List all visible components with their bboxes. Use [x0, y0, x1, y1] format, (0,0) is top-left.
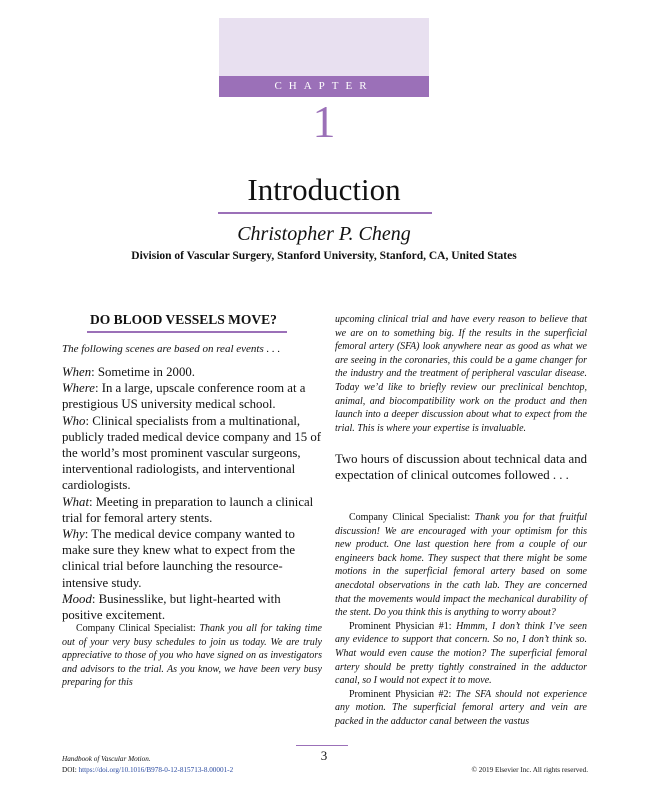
page-number: 3: [320, 748, 328, 763]
section-divider: [87, 331, 287, 333]
title-divider: [218, 212, 432, 214]
intro-line: The following scenes are based on real events . . .: [62, 343, 281, 355]
author-affiliation: Division of Vascular Surgery, Stanford University, Stanford, CA, United States: [131, 250, 517, 262]
scene-when: When: Sometime in 2000.: [62, 365, 195, 379]
dialogue-paragraph: Prominent Physician #1: Hmmm, I don’t think I’ve seen any evidence to support that concern. So no, I don’t think so. What would even cause the motion? The superficial femoral artery should be pretty tightly constrained in the adductor canal, so I would not expect it to move.: [335, 620, 587, 687]
scene-mood: Mood: Businesslike, but light-hearted with positive excitement.: [62, 591, 281, 623]
chapter-title: Introduction: [247, 172, 401, 207]
copyright: © 2019 Elsevier Inc. All rights reserved.: [471, 766, 588, 774]
scene-who: Who: Clinical specialists from a multinational, publicly traded medical device company and 15 of the world’s most prominent vascular surgeons, interventional radiologists, and interventional cardiologists.: [62, 413, 322, 493]
chapter-band: [219, 18, 429, 76]
chapter-label: CHAPTER: [219, 76, 429, 97]
scene-what: What: Meeting in preparation to launch a clinical trial for femoral artery stents.: [62, 494, 314, 525]
doi-label: DOI:: [62, 766, 77, 774]
dialogue-paragraph: Company Clinical Specialist: Thank you for that fruitful discussion! We are encouraged with your optimism for this new product. One last question here from a couple of our engineers back home. They suspect that there might be some motions in the superficial femoral artery based on some anecdotal observations in the cath lab. They are concerned that the movements would impact the mechanical durability of the stent. Do you think this is anything to worry about?: [335, 512, 588, 619]
left-dialogue: [62, 622, 322, 690]
transition-text: Two hours of discussion about technical data and expectation of clinical outcomes followed . . .: [335, 452, 587, 483]
dialogue-paragraph: Prominent Physician #2: The SFA should not experience any motion. The superficial femoral artery and vein are packed in the adductor canal between the vastus: [335, 688, 587, 727]
book-title: Handbook of Vascular Motion.: [62, 755, 151, 763]
section-heading: DO BLOOD VESSELS MOVE?: [90, 312, 277, 327]
right-quote: upcoming clinical trial and have every reason to believe that we are on to something big. If the results in the superficial femoral artery (SFA) look anywhere near as good as what we are seeing in the coronaries, this could be a game changer for the industry and the treatment of peripheral vascular disease. Today we’d like to briefly review our preclinical benchtop, animal, and biocompatibility work on the product and then launch into a deeper discussion about what to expect from the trial. This is where your expertise is invaluable.: [335, 314, 587, 434]
right-dialogue: [335, 511, 587, 729]
scene-description: [62, 364, 322, 623]
scene-why: Why: The medical device company wanted to make sure they knew what to expect from the clinical trial before launching the resource-intensive study.: [62, 527, 296, 590]
scene-where: Where: In a large, upscale conference room at a prestigious US university medical school.: [62, 381, 306, 412]
doi-link[interactable]: https://doi.org/10.1016/B978-0-12-815713-8.00001-2: [78, 766, 234, 774]
footer-divider: [296, 745, 348, 746]
chapter-number: 1: [312, 96, 336, 147]
dialogue-paragraph: Company Clinical Specialist: Thank you all for taking time out of your very busy schedules to join us today. We are truly appreciative to those of you who have signed on as investigators and advisors to the trial. As you know, we have been very busy preparing for this: [62, 623, 322, 689]
doi-line: [62, 766, 233, 774]
author-name: Christopher P. Cheng: [237, 223, 411, 245]
